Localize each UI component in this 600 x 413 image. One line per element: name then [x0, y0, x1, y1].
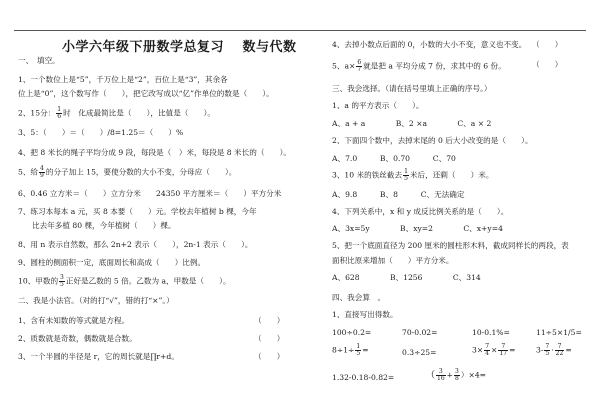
choice-3 [332, 169, 493, 182]
question-3: 3、5：（ ）＝（ ）/8=1.25＝（ ）% [18, 128, 184, 137]
fraction-denominator: 6 [57, 113, 62, 120]
question-4: 4、把 8 米长的绳子平均分成 9 段，每段是（ ）米，每段是 8 米长的（ ）。 [18, 148, 292, 157]
judge-5-math: a× [344, 61, 356, 71]
section-calculate: 四、我会算 。 [332, 293, 386, 302]
fraction [356, 60, 362, 73]
question-10-prefix: 10、甲数的 [18, 276, 59, 286]
choice-1: 1、a 的平方表示（ ）。 [332, 101, 424, 110]
choice-4: 4、下列关系中，x 和 y 成反比例关系的是（ ）。 [332, 207, 509, 216]
question-2-suffix: 时 化成最简比是（ ），比值是（ ）。 [63, 108, 215, 118]
calc-text: 3 [536, 345, 541, 355]
calc-item [332, 344, 369, 357]
question-5-prefix: 5、给 [18, 167, 39, 177]
fraction-denominator: 4 [485, 350, 490, 357]
judge-2-answer: （ ） [254, 334, 285, 343]
fraction-numerator: 3 [60, 274, 64, 281]
question-1-line-2: 位上是“0”，这个数写作（ ），把它改写成以“亿”作单位的数是（ ）。 [18, 89, 274, 98]
choice-1-options: A、a + a B、2 ×a C、a × 2 [332, 119, 492, 128]
judge-5-answer: （ ） [532, 60, 563, 69]
judge-2: 2、质数就是奇数，偶数就是合数。 [18, 334, 137, 343]
fraction [59, 275, 65, 288]
question-8: 8、用 n 表示自然数，那么 2n+2 表示（ ），2n-1 表示（ ）。 [18, 240, 253, 249]
fraction-numerator: 7 [498, 344, 508, 351]
fraction-denominator: 8 [455, 375, 459, 382]
question-2-prefix: 2、15分： [18, 108, 56, 118]
fraction [484, 344, 490, 357]
fraction-numerator: 7 [545, 343, 550, 350]
fraction [498, 344, 508, 357]
fraction-numerator: 7 [555, 344, 565, 351]
judge-1: 1、含有未知数的等式就是方程。 [18, 316, 130, 325]
calc-text: = [509, 345, 516, 355]
choice-5-line-2: 面积比原来增加（ ）平方分米。 [332, 256, 454, 265]
fraction [39, 166, 45, 179]
calc-item: 3× $\frac{7}{4}$ × $\frac{7}{17}$ = [472, 343, 516, 357]
calc-text: - [540, 345, 544, 355]
fraction-numerator: 7 [485, 343, 490, 350]
calc-item: （ $\frac{3}{16}$ + $\frac{3}{8}$ ）×4= [426, 368, 487, 382]
calc-text: = [565, 345, 572, 355]
calc-item: 10-0.1%= [472, 328, 510, 337]
fraction [544, 344, 550, 357]
fraction-numerator: 6 [357, 59, 362, 66]
fraction [454, 369, 460, 382]
question-10 [18, 275, 231, 288]
fraction [555, 344, 565, 357]
calc-text: 8÷1÷ [332, 345, 355, 355]
choice-2-options: A、7.0 B、0.70 C、70 [332, 154, 456, 163]
judge-4-answer: （ ） [532, 40, 563, 49]
question-7-line-1: 7、练习本每本 a 元，买 8 本要（ ）元。学校去年植树 b 棵，今年 [18, 207, 257, 216]
calc-item: 1.32-0.18-0.82= [332, 373, 395, 382]
choice-3-prefix: 3、10 米的铁丝截去 [332, 170, 403, 180]
judge-3-answer: （ ） [254, 352, 285, 361]
fraction-numerator: 3 [455, 368, 459, 375]
calc-text: 3 [472, 345, 477, 355]
calc-text: × [476, 345, 484, 355]
judge-5-suffix: 就是把 a 平均分成 7 份，求其中的 6 份。 [363, 61, 506, 71]
calc-item: 0.3÷25= [402, 348, 437, 357]
calc-item: 100÷0.2= [332, 328, 372, 337]
fraction-denominator: 22 [555, 350, 564, 357]
fraction-numerator: 4 [40, 165, 44, 172]
fraction-denominator: 5 [404, 175, 408, 182]
fraction [403, 169, 409, 182]
top-rule [14, 30, 586, 31]
judge-3: 3、一个半圆的半径是 r，它的周长就是∏r+d。 [18, 352, 179, 361]
fraction [56, 107, 62, 120]
question-5-suffix: 的分子加上 15，要使分数的大小不变，分母应（ ）。 [45, 167, 237, 177]
fraction-numerator: 3 [436, 369, 446, 376]
choice-2: 2、下面四个数中，去掉末尾的 0 后大小改变的是（ ）。 [332, 136, 533, 145]
judge-4: 4、去掉小数点后面的 0，小数的大小不变，意义也不变。 [332, 40, 527, 49]
calc-text: ）×4= [460, 370, 487, 380]
calc-text: = [362, 345, 369, 355]
fraction-denominator: 5 [60, 281, 64, 288]
choice-4-options: A、3x=5y B、xy=2 C、x+y=4 [332, 224, 503, 233]
calc-instruction: 1、直接写出得数。 [332, 310, 398, 319]
fraction-denominator: 17 [499, 350, 508, 357]
question-10-suffix: 正好是乙数的 5 倍。乙数为 a，甲数是（ ）。 [65, 276, 231, 286]
calc-item: 11÷5×1/5= [536, 328, 582, 337]
fraction-numerator: 1 [356, 343, 361, 350]
section-true-false: 二、我是小法官。（对的打“√”，错的打“×”。） [18, 296, 174, 305]
choice-5-options: A、628 B、1256 C、314 [332, 273, 481, 282]
fraction-denominator: 5 [356, 350, 361, 357]
question-9: 9、圆柱的侧面积一定，底面周长和高成（ ）比例。 [18, 258, 206, 267]
fraction-numerator: 1 [404, 168, 408, 175]
fraction-numerator: 1 [57, 106, 62, 113]
judge-5-prefix: 5、 [332, 61, 345, 71]
section-choice: 三、我会选择。（请在括号里填上正确的序号。） [332, 84, 492, 93]
section-fill-blank: 一、 填空。 [18, 56, 60, 65]
choice-3-suffix: 米后，还剩（ ）米。 [409, 170, 494, 180]
choice-3-options: A、9.8 B、8 C、无法确定 [332, 190, 465, 199]
fraction-denominator: 9 [40, 172, 44, 179]
page-title: 小学六年级下册数学总复习 数与代数 [62, 40, 297, 55]
fraction [355, 344, 361, 357]
fraction-denominator: 5 [545, 350, 550, 357]
fraction [436, 369, 446, 382]
judge-5 [332, 60, 506, 73]
question-1-line-1: 1、一个数位上是“5”，千万位上是“2”，百位上是“3”，其余各 [18, 75, 228, 84]
fraction-denominator: 7 [357, 66, 362, 73]
question-2 [18, 107, 215, 120]
calc-item: 70-0.02= [402, 328, 438, 337]
question-7-line-2: 比去年多植 80 棵，今年植树（ ）棵。 [32, 221, 176, 230]
judge-1-answer: （ ） [254, 316, 285, 325]
choice-5-line-1: 5、把一个底面直径为 200 厘米的圆柱形木料，截成同样长的两段，表 [332, 241, 569, 250]
question-5 [18, 166, 236, 179]
fraction-denominator: 16 [437, 375, 445, 382]
question-6: 6、0.46 立方米＝（ ）立方分米 24350 平方厘米＝（ ）平方分米 [18, 189, 282, 198]
calc-item: 3- $\frac{7}{5}$ · $\frac{7}{22}$ = [536, 343, 572, 357]
